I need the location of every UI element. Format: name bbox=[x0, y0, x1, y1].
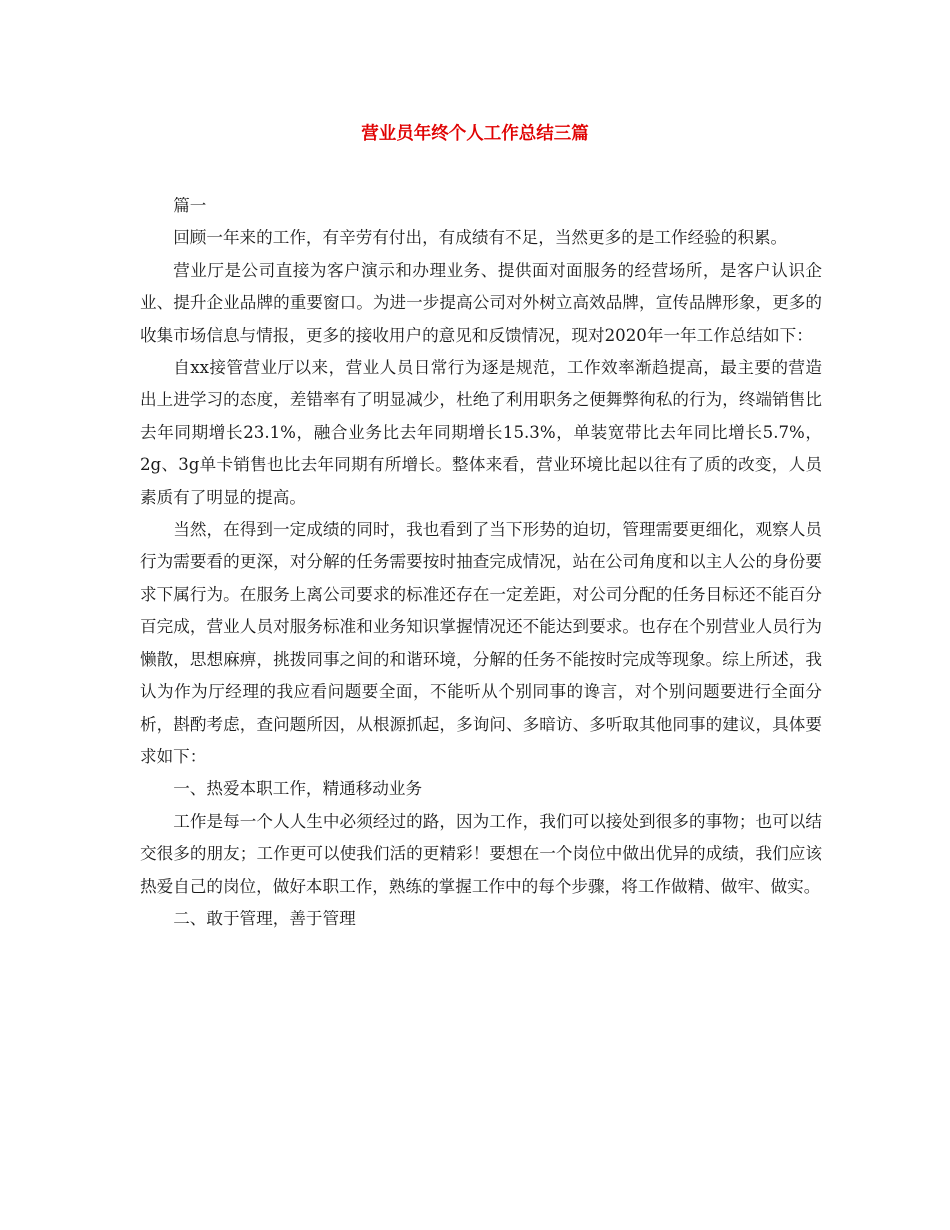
section-heading-part-one: 篇一 bbox=[173, 196, 207, 215]
document-body bbox=[140, 190, 822, 935]
subheading-love-work: 一、热爱本职工作，精通移动业务 bbox=[173, 779, 423, 799]
paragraph-achievements: 自xx接管营业厅以来，营业人员日常行为逐是规范，工作效率渐趋提高，最主要的营造出上进学习的态度，差错率有了明显减少，杜绝了利用职务之便舞弊徇私的行为，终端销售比去年同期增长23.1%，融合业务比去年同期增长15.3%，单装宽带比去年同比增长5.7%，2g、3g单卡销售也比去年同期有所增长。整体来看，营业环境比起以往有了质的改变，人员素质有了明显的提高。 bbox=[140, 358, 822, 507]
paragraph-work-meaning: 工作是每一个人人生中必须经过的路，因为工作，我们可以接处到很多的事物；也可以结交很多的朋友；工作更可以使我们活的更精彩！要想在一个岗位中做出优异的成绩，我们应该热爱自己的岗位，做好本职工作，熟练的掌握工作中的每个步骤，将工作做精、做牢、做实。 bbox=[140, 811, 822, 896]
paragraph-shortcomings: 当然，在得到一定成绩的同时，我也看到了当下形势的迫切，管理需要更细化，观察人员行为需要看的更深，对分解的任务需要按时抽查完成情况，站在公司角度和以主人公的身份要求下属行为。在服务上离公司要求的标准还存在一定差距，对公司分配的任务目标还不能百分百完成，营业人员对服务标准和业务知识掌握情况还不能达到要求。也存在个别营业人员行为懒散，思想麻痹，挑拨同事之间的和谐环境，分解的任务不能按时完成等现象。综上所述，我认为作为厅经理的我应看问题要全面，不能听从个别同事的谗言，对个别问题要进行全面分析，斟酌考虑，查问题所因，从根源抓起，多询问、多暗访、多听取其他同事的建议，具体要求如下： bbox=[140, 520, 822, 766]
paragraph-hall-intro: 营业厅是公司直接为客户演示和办理业务、提供面对面服务的经营场所，是客户认识企业、提升企业品牌的重要窗口。为进一步提高公司对外树立高效品牌，宣传品牌形象，更多的收集市场信息与情报，更多的接收用户的意见和反馈情况，现对2020年一年工作总结如下： bbox=[140, 260, 822, 345]
subheading-management: 二、敢于管理，善于管理 bbox=[173, 908, 356, 928]
paragraph-review: 回顾一年来的工作，有辛劳有付出，有成绩有不足，当然更多的是工作经验的积累。 bbox=[173, 228, 788, 248]
document-title: 营业员年终个人工作总结三篇 bbox=[361, 124, 589, 144]
